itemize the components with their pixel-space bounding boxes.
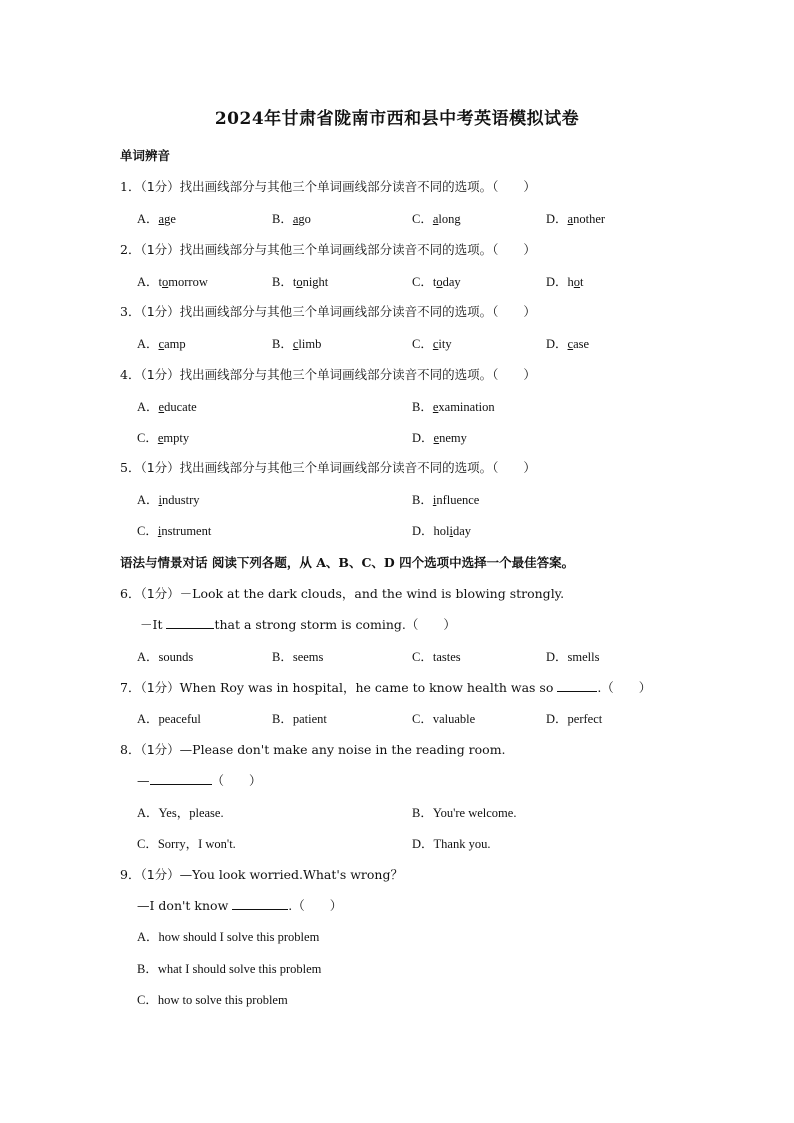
option-letter: B． [412, 806, 433, 820]
underlined-sound: i [432, 493, 437, 507]
answer-option [137, 803, 224, 821]
question-number: 6． [120, 586, 141, 601]
answer-option [137, 990, 288, 1008]
option-letter: B． [272, 650, 293, 664]
option-text-post: nstrument [161, 524, 212, 538]
option-text-post: day [453, 524, 472, 538]
question-prompt: 找出画线部分与其他三个单词画线部分读音不同的选项。（ ） [179, 242, 536, 257]
question-score: （1分） [140, 179, 180, 194]
option-text: valuable [432, 712, 476, 726]
option-letter: A． [137, 650, 159, 664]
answer-option [272, 334, 321, 352]
option-letter: D． [412, 524, 434, 538]
option-text: Yes，please. [158, 806, 224, 820]
option-letter: B． [272, 712, 293, 726]
answer-option [412, 490, 479, 508]
option-letter: B． [272, 337, 293, 351]
question-stem [120, 365, 536, 383]
answer-option [412, 709, 475, 727]
option-letter: A． [137, 930, 159, 944]
option-text-pre: h [567, 275, 574, 289]
question-stem [120, 865, 403, 883]
option-text: Thank you. [433, 837, 491, 851]
underlined-sound: e [432, 400, 439, 414]
section-grammar: 语法与情景对话 阅读下列各题，从 A、B、C、D 四个选项中选择一个最佳答案。 [120, 555, 575, 570]
dialogue-text: （ ） [211, 773, 262, 788]
question-number: 1． [120, 179, 141, 194]
question-stem [120, 302, 536, 320]
option-text-post: nother [573, 212, 606, 226]
dialogue-text: —I don't know [137, 898, 233, 913]
dialogue-line [137, 771, 262, 789]
question-number: 9． [120, 867, 141, 882]
option-text-pre: t [292, 275, 297, 289]
answer-option [137, 272, 208, 290]
option-text-pre: t [432, 275, 437, 289]
question-number: 3． [120, 304, 141, 319]
option-text: smells [567, 650, 600, 664]
question-number: 4． [120, 367, 141, 382]
question-text: .（ ） [597, 680, 652, 695]
option-letter: C． [412, 275, 433, 289]
option-letter: D． [412, 837, 434, 851]
option-letter: C． [137, 431, 158, 445]
question-prompt: 找出画线部分与其他三个单词画线部分读音不同的选项。（ ） [179, 460, 536, 475]
option-text-post: ducate [164, 400, 197, 414]
option-text-post: ndustry [162, 493, 200, 507]
option-text-post: mpty [163, 431, 190, 445]
answer-option [546, 334, 589, 352]
exam-title: 2024年甘肃省陇南市西和县中考英语模拟试卷 [214, 109, 580, 129]
option-text: seems [292, 650, 324, 664]
option-text-post: ase [573, 337, 590, 351]
question-score: （1分） [140, 742, 180, 757]
answer-option [272, 209, 311, 227]
answer-option [137, 428, 189, 446]
option-text: what I should solve this problem [157, 961, 322, 976]
option-letter: C． [412, 337, 433, 351]
option-text-post: long [438, 212, 461, 226]
question-score: （1分） [140, 680, 180, 695]
underlined-sound: a [158, 212, 165, 226]
underlined-sound: o [573, 275, 581, 289]
answer-option [137, 521, 211, 539]
section-phonetics: 单词辨音 [120, 148, 171, 163]
answer-option [412, 428, 467, 446]
question-prompt: 找出画线部分与其他三个单词画线部分读音不同的选项。（ ） [179, 367, 536, 382]
option-letter: D． [412, 431, 434, 445]
option-text-pre: hol [433, 524, 450, 538]
question-number: 7． [120, 680, 141, 695]
option-letter: C． [137, 993, 158, 1007]
underlined-sound: i [157, 524, 162, 538]
answer-option [412, 521, 471, 539]
answer-option [272, 272, 328, 290]
question-prompt: 找出画线部分与其他三个单词画线部分读音不同的选项。（ ） [179, 179, 536, 194]
underlined-sound: o [162, 275, 169, 289]
option-text-post: limb [298, 337, 322, 351]
question-score: （1分） [140, 586, 180, 601]
option-letter: A． [137, 212, 159, 226]
question-text: —Please don't make any noise in the reading room. [179, 742, 506, 757]
option-text: perfect [567, 712, 603, 726]
question-stem [120, 458, 536, 476]
underlined-sound: c [158, 337, 165, 351]
question-text: －Look at the dark clouds，and the wind is blowing strongly. [179, 586, 565, 601]
question-stem [120, 584, 564, 602]
underlined-sound: c [567, 337, 574, 351]
answer-blank [166, 618, 214, 629]
option-text: peaceful [158, 712, 201, 726]
question-score: （1分） [140, 304, 180, 319]
answer-blank [232, 899, 288, 910]
option-text: Sorry，I won't. [157, 837, 236, 851]
answer-option [137, 334, 186, 352]
answer-blank [557, 681, 597, 692]
option-text: patient [292, 712, 327, 726]
answer-option [546, 647, 599, 665]
answer-option [137, 709, 201, 727]
option-letter: B． [412, 400, 433, 414]
underlined-sound: c [432, 337, 439, 351]
answer-option [412, 272, 461, 290]
answer-option [412, 803, 516, 821]
underlined-sound: a [567, 212, 574, 226]
option-text-post: go [298, 212, 311, 226]
question-text: —You look worried.What's wrong？ [179, 867, 403, 882]
option-text-post: amp [164, 337, 186, 351]
option-text: how to solve this problem [157, 993, 288, 1007]
question-score: （1分） [140, 460, 180, 475]
option-text: tastes [432, 650, 461, 664]
question-number: 8． [120, 742, 141, 757]
option-text-post: morrow [168, 275, 208, 289]
option-text-pre: t [158, 275, 163, 289]
option-text-post: ity [438, 337, 452, 351]
option-letter: A． [137, 400, 159, 414]
option-letter: A． [137, 275, 159, 289]
underlined-sound: a [292, 212, 299, 226]
underlined-sound: i [158, 493, 163, 507]
answer-option [137, 927, 319, 945]
answer-option [272, 647, 323, 665]
answer-option [137, 959, 321, 977]
question-number: 2． [120, 242, 141, 257]
option-letter: A． [137, 712, 159, 726]
question-stem [120, 240, 536, 258]
answer-option [137, 490, 200, 508]
option-text-post: ge [164, 212, 176, 226]
option-letter: B． [272, 212, 293, 226]
underlined-sound: e [157, 431, 164, 445]
question-number: 5． [120, 460, 141, 475]
question-stem [120, 177, 536, 195]
option-letter: B． [272, 275, 293, 289]
answer-option [412, 834, 490, 852]
answer-option [137, 834, 236, 852]
option-letter: A． [137, 806, 159, 820]
option-letter: C． [412, 650, 433, 664]
answer-option [272, 709, 327, 727]
option-letter: D． [546, 712, 568, 726]
answer-blank [150, 774, 212, 785]
answer-option [546, 709, 602, 727]
option-letter: D． [546, 275, 568, 289]
answer-option [546, 272, 584, 290]
question-score: （1分） [140, 367, 180, 382]
option-letter: B． [137, 961, 158, 976]
answer-option [412, 397, 495, 415]
option-letter: C． [137, 837, 158, 851]
option-letter: D． [546, 650, 568, 664]
answer-option [412, 647, 461, 665]
option-letter: D． [546, 337, 568, 351]
option-letter: A． [137, 493, 159, 507]
answer-option [412, 334, 452, 352]
question-score: （1分） [140, 242, 180, 257]
dialogue-text: .（ ） [288, 898, 343, 913]
option-letter: A． [137, 337, 159, 351]
underlined-sound: e [433, 431, 440, 445]
option-text: You're welcome. [432, 806, 517, 820]
option-text-post: night [302, 275, 329, 289]
question-text: When Roy was in hospital，he came to know health was so [179, 680, 558, 695]
option-letter: C． [137, 524, 158, 538]
underlined-sound: o [296, 275, 303, 289]
question-stem [120, 678, 651, 696]
option-text-post: xamination [438, 400, 495, 414]
underlined-sound: o [436, 275, 443, 289]
option-letter: C． [412, 712, 433, 726]
dialogue-text: — [137, 773, 150, 788]
dialogue-text: that a strong storm is coming.（ ） [214, 617, 456, 632]
option-text: sounds [158, 650, 194, 664]
question-stem [120, 740, 506, 758]
answer-option [546, 209, 605, 227]
dialogue-line [140, 615, 456, 633]
option-letter: D． [546, 212, 568, 226]
option-letter: C． [412, 212, 433, 226]
option-text: how should I solve this problem [158, 930, 320, 944]
underlined-sound: c [292, 337, 299, 351]
underlined-sound: a [432, 212, 439, 226]
underlined-sound: e [158, 400, 165, 414]
option-text-post: t [580, 275, 584, 289]
option-text-post: nemy [439, 431, 467, 445]
answer-option [412, 209, 461, 227]
dialogue-text: －It [140, 617, 167, 632]
question-score: （1分） [140, 867, 180, 882]
option-text-post: nfluence [436, 493, 480, 507]
question-prompt: 找出画线部分与其他三个单词画线部分读音不同的选项。（ ） [179, 304, 536, 319]
underlined-sound: i [449, 524, 453, 538]
option-letter: B． [412, 493, 433, 507]
answer-option [137, 397, 197, 415]
answer-option [137, 209, 176, 227]
answer-option [137, 647, 193, 665]
dialogue-line [137, 896, 342, 914]
option-text-post: day [442, 275, 461, 289]
